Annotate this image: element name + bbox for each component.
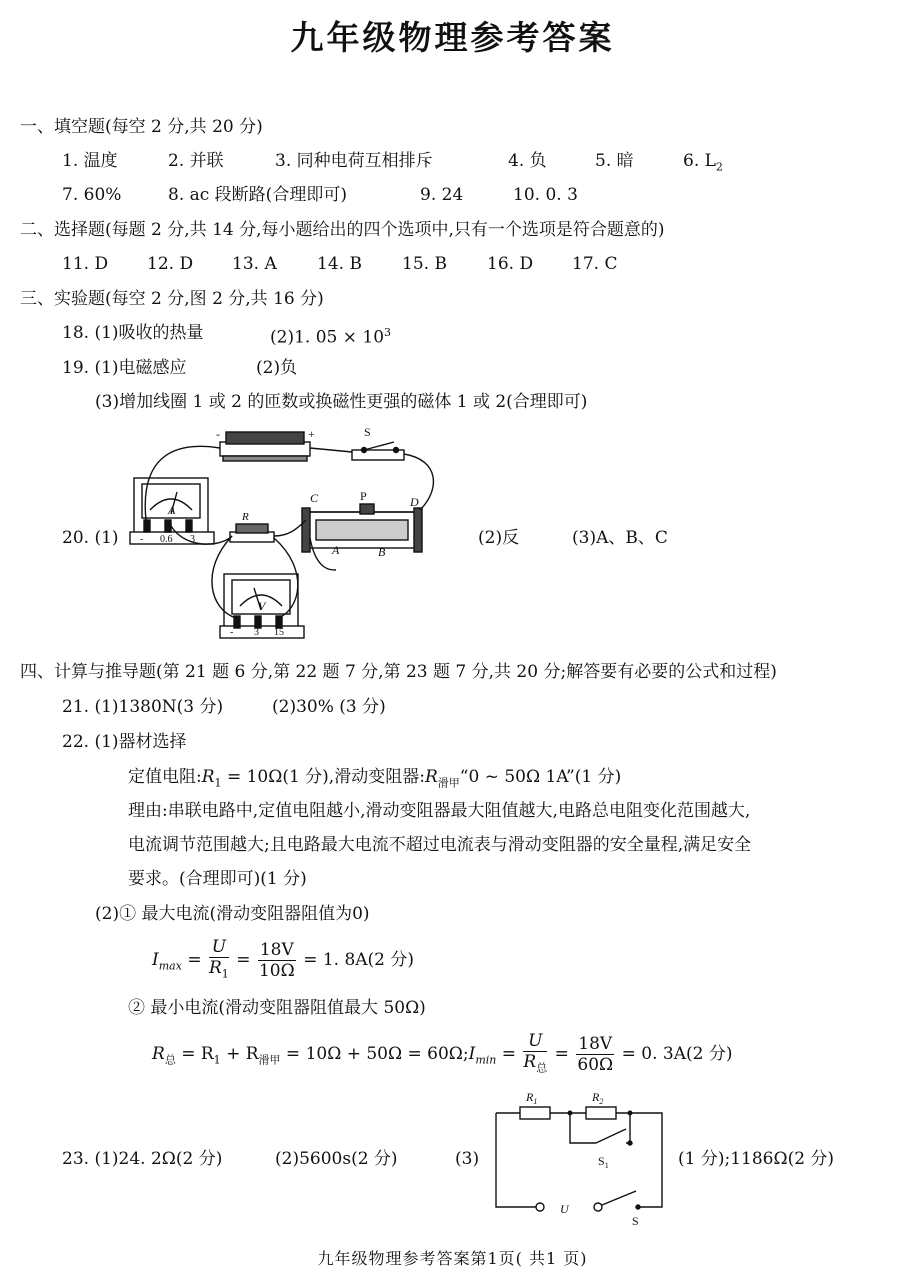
answer-9: 9. 24	[420, 185, 464, 205]
answer-22-min-heading: ② 最小电流(滑动变阻器阻值最大 50Ω)	[128, 998, 426, 1018]
answer-19-3: (3)增加线圈 1 或 2 的匝数或换磁性更强的磁体 1 或 2(合理即可)	[95, 392, 588, 412]
ammeter-terminal-2: 0.6	[160, 534, 173, 545]
page-title: 九年级物理参考答案	[290, 18, 615, 57]
rheostat-b-label: B	[378, 545, 386, 559]
answer-17: 17. C	[572, 254, 618, 274]
switch-s	[602, 1191, 636, 1205]
answer-4: 4. 负	[508, 151, 547, 171]
answer-22-reason-1: 理由:串联电路中,定值电阻越小,滑动变阻器最大阻值越大,电路总电阻变化范围越大,	[128, 801, 751, 821]
answer-22-2-heading: (2)① 最大电流(滑动变阻器阻值为0)	[95, 904, 370, 924]
section2-heading: 二、选择题(每题 2 分,共 14 分,每小题给出的四个选项中,只有一个选项是符合题意的)	[20, 220, 665, 240]
battery-minus-label: -	[216, 427, 220, 441]
answer-7: 7. 60%	[62, 185, 122, 205]
answer-19-2: (2)负	[256, 358, 298, 378]
r1-resistor	[520, 1107, 550, 1119]
ammeter-label: A	[168, 503, 176, 517]
resistor-label: R	[242, 511, 249, 523]
voltmeter-terminal-3: 15	[274, 627, 284, 638]
answer-22-selection: 定值电阻$:R_1 = 10\Omega(1$ 分),滑动变阻器$:R_{滑甲}“0$ ~ 50Ω 1A”(1 分)	[128, 767, 622, 790]
s-label: S	[632, 1214, 639, 1228]
answer-6: 6. $L_2$	[683, 151, 723, 174]
q20-circuit-diagram	[120, 420, 450, 650]
r1-label: $R_1$	[526, 1090, 538, 1106]
answer-10: 10. 0. 3	[513, 185, 578, 205]
answer-22-1: 22. (1)器材选择	[62, 732, 187, 752]
battery-plus-label: +	[308, 427, 315, 441]
answer-20-1: 20. (1)	[62, 528, 119, 548]
answer-2: 2. 并联	[168, 151, 224, 171]
battery	[220, 432, 310, 461]
ammeter-terminal-3: 3	[190, 534, 195, 545]
answer-23-3: (3)	[455, 1149, 480, 1169]
u-label: U	[560, 1202, 569, 1216]
section4-heading: 四、计算与推导题(第 21 题 6 分,第 22 题 7 分,第 23 题 7 分,共 20 分;解答要有必要的公式和过程)	[20, 662, 777, 682]
answer-19-1: 19. (1)电磁感应	[62, 358, 187, 378]
answer-8: 8. ac 段断路(合理即可)	[168, 185, 347, 205]
q23-circuit-diagram	[490, 1085, 670, 1230]
voltmeter-terminal-1: -	[230, 627, 234, 638]
answer-21-2: (2)30% (3 分)	[272, 697, 386, 717]
switch-s1	[596, 1129, 626, 1143]
resistor	[230, 524, 274, 542]
answer-22-reason-3: 要求。(合理即可)(1 分)	[128, 869, 307, 889]
answer-13: 13. A	[232, 254, 277, 274]
answer-23-1: 23. (1)24. 2Ω(2 分)	[62, 1149, 223, 1169]
answer-14: 14. B	[317, 254, 362, 274]
answer-5: 5. 暗	[595, 151, 634, 171]
answer-23-2: (2)5600s(2 分)	[275, 1149, 398, 1169]
imax-formula: $I_{max}$ = $\frac{U}{R_1}$ = $\frac{18V}{10\Omega}$ = 1. 8A(2 分)	[152, 937, 415, 982]
answer-21-1: 21. (1)1380N(3 分)	[62, 697, 224, 717]
answer-18-2: (2)1. $05 \times 10^3$	[270, 326, 392, 348]
answer-1: 1. 温度	[62, 151, 118, 171]
rheostat	[302, 504, 422, 552]
answer-20-3: (3)A、B、C	[572, 528, 668, 548]
voltmeter-label: V	[258, 599, 266, 613]
answer-12: 12. D	[147, 254, 194, 274]
rheostat-c-label: C	[310, 491, 319, 505]
imin-formula: $R_总 = R_1 + R_{滑甲} = 10\Omega + 50\Omega$ = $60\Omega;I_{min}$ = $\frac{U}{R_总}$ = $\frac{18V}{60\Omega}$ = 0. 3A(2 分)	[152, 1031, 733, 1076]
answer-20-2: (2)反	[478, 528, 520, 548]
answer-15: 15. B	[402, 254, 447, 274]
s1-label: $S_1$	[598, 1154, 609, 1170]
rheostat-p-label: P	[360, 489, 367, 503]
ammeter-terminal-1: -	[140, 534, 144, 545]
answer-18-1: 18. (1)吸收的热量	[62, 323, 204, 343]
r2-label: $R_2$	[592, 1090, 604, 1106]
section1-heading: 一、填空题(每空 2 分,共 20 分)	[20, 117, 263, 137]
switch-label: S	[364, 425, 371, 439]
rheostat-d-label: D	[410, 495, 419, 509]
switch	[352, 442, 404, 460]
answer-3: 3. 同种电荷互相排斥	[275, 151, 433, 171]
r2-resistor	[586, 1107, 616, 1119]
answer-16: 16. D	[487, 254, 534, 274]
answer-23-3-result: (1 分);1186Ω(2 分)	[678, 1149, 835, 1169]
voltmeter-terminal-2: 3	[254, 627, 259, 638]
section3-heading: 三、实验题(每空 2 分,图 2 分,共 16 分)	[20, 289, 324, 309]
answer-22-reason-2: 电流调节范围越大;且电路最大电流不超过电流表与滑动变阻器的安全量程,满足安全	[128, 835, 752, 855]
answer-11: 11. D	[62, 254, 109, 274]
rheostat-a-label: A	[332, 543, 340, 557]
page-footer: 九年级物理参考答案第1页( 共1 页)	[317, 1249, 588, 1268]
